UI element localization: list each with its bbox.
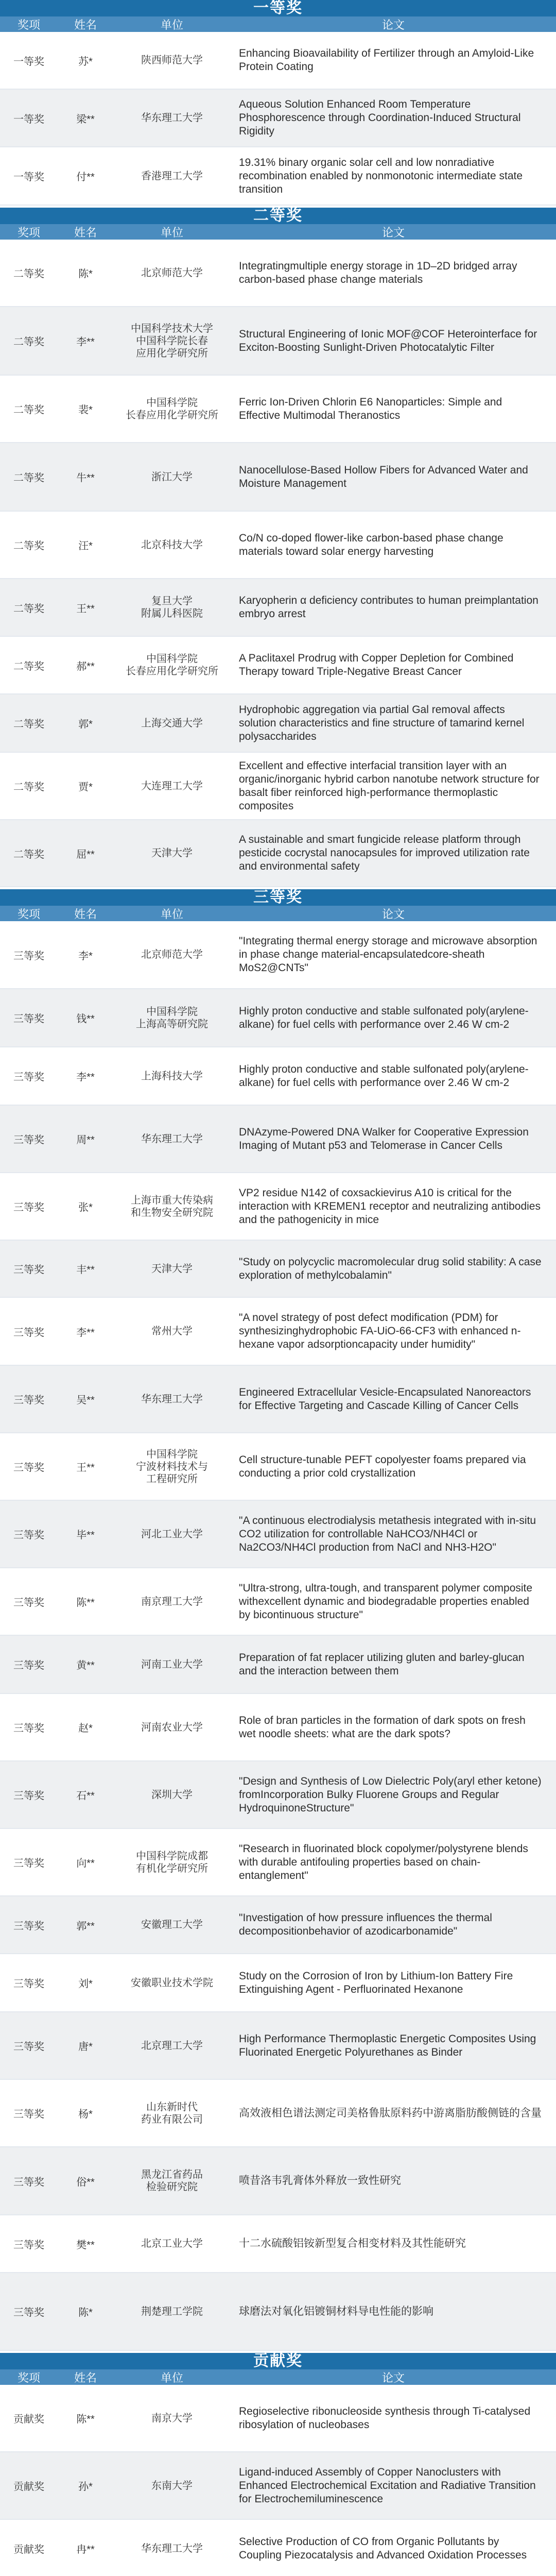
unit-cell: 华东理工大学 [141,1133,203,1145]
award-cell: 三等奖 [13,1920,44,1932]
paper-cell: Highly proton conductive and stable sulfonated poly(arylene-alkane) for fuel cells with performance over 2.46 W cm-2 [239,1063,529,1089]
award-cell: 贡献奖 [13,2544,44,2555]
name-cell: 樊** [76,2239,95,2251]
unit-cell: 浙江大学 [151,471,193,483]
name-cell: 梁** [76,113,95,125]
header-paper: 论文 [381,2371,405,2384]
award-cell: 一等奖 [13,113,44,125]
award-cell: 二等奖 [13,268,44,280]
table-row [0,1568,556,1636]
table-row [0,1366,556,1433]
award-cell: 一等奖 [13,172,44,183]
award-cell: 三等奖 [13,1660,44,1671]
paper-cell: "Research in fluorinated block copolymer/polystyrene blends with durable antifouling properties based on chain-entanglement" [239,1842,528,1882]
name-cell: 牛** [76,472,95,484]
paper-cell: Engineered Extracellular Vesicle-Encapsulated Nanoreactors for Effective Targeting and Cascade Killing of Cancer Cells [239,1386,531,1412]
paper-cell: "Design and Synthesis of Low Dielectric Poly(aryl ether ketone) fromIncorporation Bulky Fluorene Groups and Regular HydroquinoneStructure" [239,1775,542,1814]
section-title: 贡献奖 [0,2353,556,2369]
table-row [0,32,556,90]
paper-cell: Enhancing Bioavailability of Fertilizer through an Amyloid-Like Protein Coating [239,47,534,73]
header-unit: 单位 [160,18,183,31]
name-cell: 王** [76,1462,95,1473]
unit-cell: 安徽职业技术学院 [131,1977,213,1989]
table-row [0,2452,556,2520]
header-award: 奖项 [17,18,40,31]
unit-cell: 中国科学院 长春应用化学研究所 [126,653,218,677]
name-cell: 李* [78,950,93,962]
table-row [0,2080,556,2147]
unit-cell: 中国科学院 宁波材料技术与 工程研究所 [136,1448,208,1485]
table-row [0,1896,556,1954]
table-row [0,1433,556,1501]
paper-cell: Ligand-induced Assembly of Copper Nanoclusters with Enhanced Electrochemical Excitation and Radiative Transition for Electrochemiluminescence [239,2466,536,2505]
award-cell: 三等奖 [13,1395,44,1406]
table-row [0,989,556,1047]
unit-cell: 中国科学技术大学 中国科学院长春 应用化学研究所 [131,323,213,359]
paper-cell: "Ultra-strong, ultra-tough, and transparent polymer composite withexcellent dynamic and biodegradable properties enabled by bicontinuous structure" [239,1582,533,1621]
name-cell: 唐* [78,2041,93,2053]
table-row [0,694,556,753]
name-cell: 陈** [76,2414,95,2425]
name-cell: 裴* [78,404,93,416]
name-cell: 孙* [78,2481,93,2493]
unit-cell: 天津大学 [151,848,193,859]
paper-cell: Hydrophobic aggregation via partial Gal removal affects solution characteristics and fine structure of tamarind kernel polysaccharides [239,703,525,742]
award-cell: 三等奖 [13,1202,44,1213]
table-row [0,1241,556,1298]
name-cell: 陈** [76,1597,95,1608]
table-row [0,1047,556,1106]
name-cell: 贾* [78,782,93,793]
award-cell: 三等奖 [13,2041,44,2053]
table-row [0,512,556,579]
paper-cell: A Paclitaxel Prodrug with Copper Depletion for Combined Therapy toward Triple-Negative Breast Cancer [239,652,514,677]
award-cell: 三等奖 [13,1790,44,1802]
paper-cell: Regioselective ribonucleoside synthesis through Ti-catalysed ribosylation of nucleobases [239,2405,531,2431]
award-cell: 二等奖 [13,603,44,615]
award-cell: 三等奖 [13,1723,44,1734]
award-cell: 三等奖 [13,1264,44,1276]
table-row [0,2520,556,2576]
paper-cell: Nanocellulose-Based Hollow Fibers for Advanced Water and Moisture Management [239,464,528,489]
name-cell: 周** [76,1134,95,1146]
award-cell: 三等奖 [13,1134,44,1146]
header-award: 奖项 [17,226,40,239]
table-row [0,443,556,512]
unit-cell: 上海市重大传染病 和生物安全研究院 [131,1194,213,1218]
award-section [0,889,556,2351]
table-row [0,2012,556,2080]
award-cell: 二等奖 [13,660,44,672]
unit-cell: 南京大学 [151,2412,193,2424]
header-award: 奖项 [17,2371,40,2384]
table-row [0,921,556,989]
unit-cell: 中国科学院 长春应用化学研究所 [126,397,218,421]
name-cell: 黄** [76,1660,95,1671]
unit-cell: 北京师范大学 [141,949,203,960]
header-name: 姓名 [74,226,97,239]
table-row [0,240,556,307]
table-row [0,90,556,147]
section-title: 一等奖 [0,0,556,16]
name-cell: 陈* [78,2307,93,2318]
unit-cell: 大连理工大学 [141,780,203,792]
name-cell: 丰** [76,1264,95,1276]
unit-cell: 荆楚理工学院 [141,2306,203,2317]
unit-cell: 中国科学院成都 有机化学研究所 [136,1850,208,1874]
table-row [0,1761,556,1829]
paper-cell: DNAzyme-Powered DNA Walker for Cooperative Expression Imaging of Mutant p53 and Telomerase in Cancer Cells [239,1126,529,1151]
unit-cell: 华东理工大学 [141,2543,203,2554]
unit-cell: 上海交通大学 [141,717,203,729]
name-cell: 向** [76,1858,95,1869]
header-unit: 单位 [160,2371,183,2384]
name-cell: 李** [76,336,95,348]
award-cell: 三等奖 [13,1462,44,1473]
unit-cell: 华东理工大学 [141,112,203,124]
name-cell: 屈** [76,849,95,860]
header-paper: 论文 [381,226,405,239]
award-cell: 三等奖 [13,950,44,962]
paper-cell: Co/N co-doped flower-like carbon-based phase change materials toward solar energy harvesting [239,532,503,557]
header-paper: 论文 [381,907,405,921]
award-cell: 二等奖 [13,719,44,730]
name-cell: 吴** [76,1395,95,1406]
header-name: 姓名 [74,907,97,921]
award-cell: 二等奖 [13,404,44,416]
paper-cell: Ferric Ion-Driven Chlorin E6 Nanoparticles: Simple and Effective Multimodal Theranostics [239,396,502,421]
award-cell: 三等奖 [13,2239,44,2251]
paper-cell: Cell structure-tunable PEFT copolyester foams prepared via conducting a prior cold crystallization [239,1453,526,1479]
unit-cell: 河南工业大学 [141,1658,203,1670]
award-cell: 贡献奖 [13,2481,44,2493]
table-header [0,2369,556,2385]
paper-cell: Karyopherin α deficiency contributes to human preimplantation embryo arrest [239,595,538,620]
award-cell: 三等奖 [13,1072,44,1083]
award-cell: 二等奖 [13,540,44,552]
paper-cell: Structural Engineering of Ionic MOF@COF Heterointerface for Exciton-Boosting Sunlight-Driven Photocatalytic Filter [239,328,537,353]
table-row [0,1106,556,1173]
name-cell: 李** [76,1072,95,1083]
table-row [0,579,556,637]
unit-cell: 山东新时代 药业有限公司 [141,2101,203,2125]
table-row [0,2215,556,2273]
unit-cell: 北京理工大学 [141,2040,203,2052]
unit-cell: 河北工业大学 [141,1528,203,1540]
name-cell: 钱** [76,1013,95,1025]
table-header [0,906,556,921]
table-row [0,637,556,694]
unit-cell: 南京理工大学 [141,1596,203,1607]
name-cell: 李** [76,1327,95,1338]
name-cell: 郝** [76,660,95,672]
name-cell: 汪* [78,540,93,552]
paper-cell: 球磨法对氧化铝镀铜材料导电性能的影响 [239,2305,433,2317]
table-row [0,1694,556,1761]
paper-cell: 十二水硫酸铝铵新型复合相变材料及其性能研究 [239,2238,466,2249]
unit-cell: 东南大学 [151,2480,193,2492]
paper-cell: "Study on polycyclic macromolecular drug solid stability: A case exploration of methylcobalamin" [239,1256,542,1281]
table-row [0,820,556,887]
name-cell: 刘* [78,1978,93,1990]
table-header [0,16,556,32]
paper-cell: Integratingmultiple energy storage in 1D–2D bridged array carbon-based phase change materials [239,260,517,285]
header-name: 姓名 [74,18,97,31]
paper-cell: "A novel strategy of post defect modification (PDM) for synthesizinghydrophobic FA-UiO-66-CF3 with enhanced n-hexane vapor adsorptioncapacity under humidity" [239,1312,521,1350]
award-cell: 三等奖 [13,2176,44,2188]
award-cell: 贡献奖 [13,2414,44,2425]
award-cell: 一等奖 [13,56,44,67]
unit-cell: 常州大学 [151,1326,193,1337]
award-section [0,208,556,887]
name-cell: 赵* [78,1723,93,1734]
unit-cell: 天津大学 [151,1263,193,1275]
unit-cell: 华东理工大学 [141,1393,203,1405]
unit-cell: 陕西师范大学 [141,55,203,66]
award-cell: 三等奖 [13,2307,44,2318]
paper-cell: Selective Production of CO from Organic Pollutants by Coupling Piezocatalysis and Advanced Oxidation Processes [239,2535,527,2561]
paper-cell: "A continuous electrodialysis metathesis integrated with in-situ CO2 utilization for controllable NaHCO3/NH4Cl or Na2CO3/NH4Cl production from NaCl and NH3-H2O" [239,1514,536,1553]
unit-cell: 复旦大学 附属儿科医院 [141,596,203,619]
name-cell: 杨* [78,2109,93,2120]
table-row [0,1298,556,1366]
paper-cell: A sustainable and smart fungicide release platform through pesticide cocrystal nanocapsules for improved utilization rate and environmental safety [239,834,530,872]
paper-cell: Role of bran particles in the formation of dark spots on fresh wet noodle sheets: what are the dark spots? [239,1714,526,1740]
name-cell: 苏* [78,56,93,67]
section-title: 二等奖 [0,208,556,224]
header-unit: 单位 [160,226,183,239]
unit-cell: 黑龙江省药品 检验研究院 [141,2169,203,2193]
paper-cell: 喷昔洛韦乳膏体外释放一致性研究 [239,2175,401,2187]
section-title: 三等奖 [0,889,556,906]
name-cell: 郭** [76,1920,95,1932]
name-cell: 王** [76,603,95,615]
paper-cell: 19.31% binary organic solar cell and low nonradiative recombination enabled by nonmonotonic intermediate state transition [239,156,523,195]
paper-cell: Highly proton conductive and stable sulfonated poly(arylene-alkane) for fuel cells with performance over 2.46 W cm-2 [239,1005,529,1030]
paper-cell: 高效液相色谱法测定司美格鲁肽原料药中游离脂肪酸侧链的含量 [239,2107,542,2119]
table-row [0,307,556,376]
award-cell: 二等奖 [13,336,44,348]
table-row [0,147,556,206]
header-award: 奖项 [17,907,40,921]
unit-cell: 北京师范大学 [141,267,203,279]
unit-cell: 河南农业大学 [141,1721,203,1733]
name-cell: 陈* [78,268,93,280]
name-cell: 毕** [76,1530,95,1541]
paper-cell: VP2 residue N142 of coxsackievirus A10 is critical for the interaction with KREMEN1 receptor and neutralizing antibodies and the pathogenicity in mice [239,1187,541,1226]
unit-cell: 深圳大学 [151,1789,193,1801]
unit-cell: 北京工业大学 [141,2238,203,2249]
unit-cell: 安徽理工大学 [141,1919,203,1930]
award-cell: 三等奖 [13,1858,44,1869]
award-cell: 二等奖 [13,849,44,860]
table-row [0,753,556,820]
award-cell: 二等奖 [13,472,44,484]
table-row [0,2385,556,2452]
paper-cell: Excellent and effective interfacial transition layer with an organic/inorganic hybrid carbon nanotube network structure for basalt fiber reinforced high-performance thermoplastic composites [239,759,540,812]
award-cell: 三等奖 [13,2109,44,2120]
table-row [0,1636,556,1694]
award-cell: 三等奖 [13,1530,44,1541]
paper-cell: Preparation of fat replacer utilizing gluten and barley-glucan and the interaction between them [239,1651,525,1677]
award-cell: 三等奖 [13,1327,44,1338]
award-cell: 二等奖 [13,782,44,793]
paper-cell: "Integrating thermal energy storage and microwave absorption in phase change material-encapsulatedcore-sheath MoS2@CNTs" [239,935,537,974]
paper-cell: "Investigation of how pressure influences the thermal decompositionbehavior of azodicarbonamide" [239,1912,492,1937]
table-row [0,1501,556,1568]
award-cell: 三等奖 [13,1597,44,1608]
table-row [0,1829,556,1896]
table-row [0,1173,556,1241]
name-cell: 郭* [78,719,93,730]
paper-cell: High Performance Thermoplastic Energetic Composites Using Fluorinated Energetic Polyurethanes as Binder [239,2032,536,2058]
header-paper: 论文 [381,18,405,31]
name-cell: 付** [76,172,95,183]
award-section [0,2353,556,2576]
table-header [0,224,556,240]
table-row [0,2147,556,2215]
award-cell: 三等奖 [13,1013,44,1025]
name-cell: 石** [76,1790,95,1802]
name-cell: 冉** [76,2544,95,2555]
name-cell: 张* [78,1202,93,1213]
award-cell: 三等奖 [13,1978,44,1990]
paper-cell: Study on the Corrosion of Iron by Lithium-Ion Battery Fire Extinguishing Agent - Perfluorinated Hexanone [239,1970,513,1995]
table-row [0,376,556,443]
award-section [0,0,556,206]
unit-cell: 上海科技大学 [141,1070,203,1082]
header-name: 姓名 [74,2371,97,2384]
table-row [0,2273,556,2351]
unit-cell: 香港理工大学 [141,170,203,182]
header-unit: 单位 [160,907,183,921]
name-cell: 俗** [76,2176,95,2188]
table-row [0,1954,556,2012]
paper-cell: Aqueous Solution Enhanced Room Temperature Phosphorescence through Coordination-Induced Structural Rigidity [239,98,521,137]
unit-cell: 中国科学院 上海高等研究院 [136,1006,208,1030]
unit-cell: 北京科技大学 [141,539,203,551]
